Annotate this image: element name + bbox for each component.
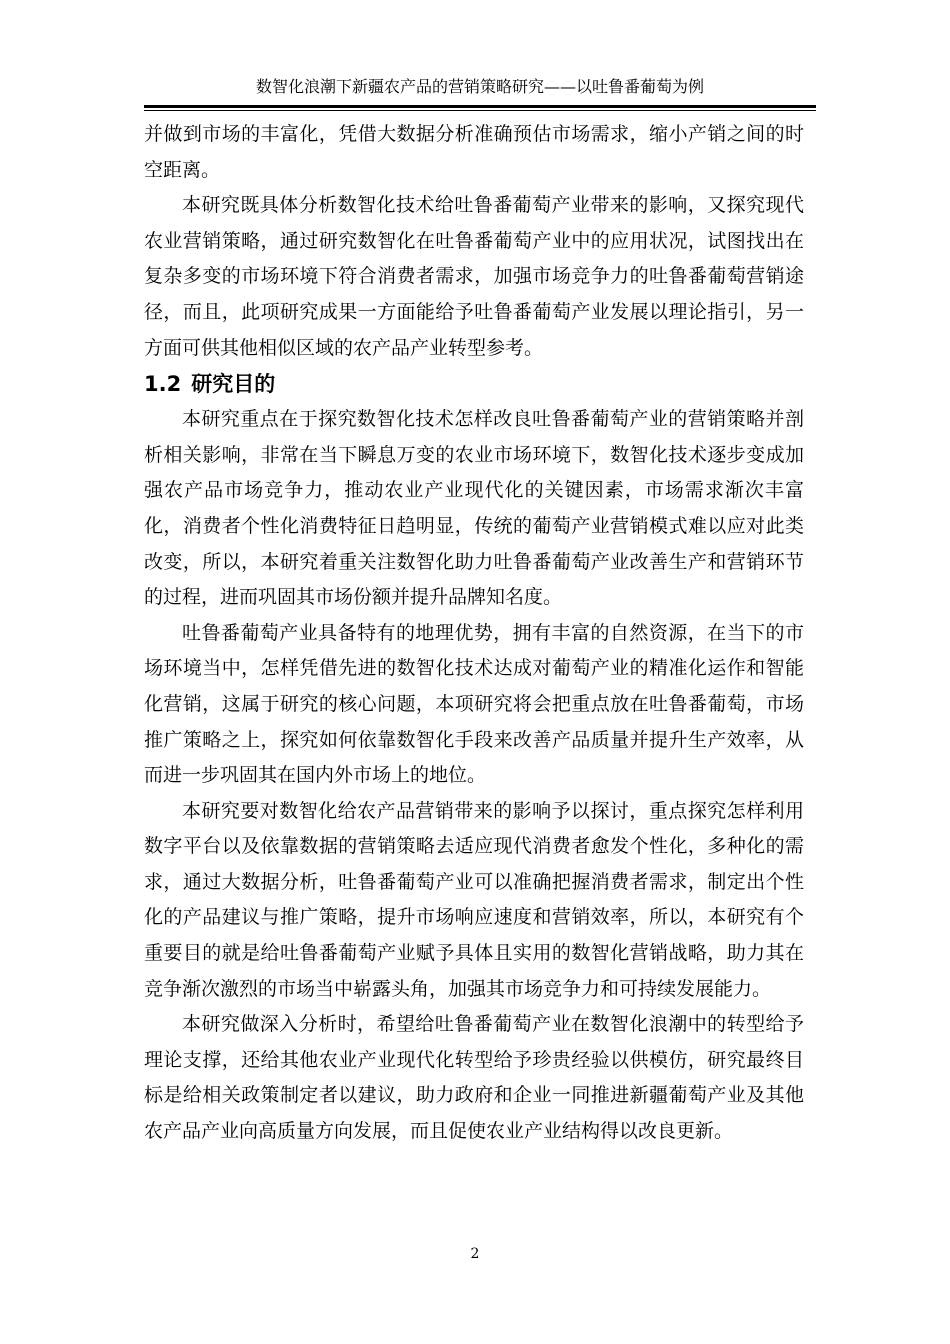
paragraph-intro: 本研究既具体分析数智化技术给吐鲁番葡萄产业带来的影响，又探究现代农业营销策略，通过研究数智化在吐鲁番葡萄产业中的应用状况，试图找出在复杂多变的市场环境下符合消费者需求，加强市场竞争力的吐鲁番葡萄营销途径，而且，此项研究成果一方面能给予吐鲁番葡萄产业发展以理论指引，另一方面可供其他相似区域的农产品产业转型参考。 (144, 194, 804, 359)
page-number: 2 (470, 1246, 480, 1262)
section-title: 研究目的 (191, 372, 276, 397)
paragraph: 本研究做深入分析时，希望给吐鲁番葡萄产业在数智化浪潮中的转型给予理论支撑，还给其他农业产业现代化转型给予珍贵经验以供模仿，研究最终目标是给相关政策制定者以建议，助力政府和企业一同推进新疆葡萄产业及其他农产品产业向高质量方向发展，而且促使农业产业结构得以改良更新。 (144, 1013, 804, 1143)
body-text (144, 117, 804, 1150)
paragraph: 本研究要对数智化给农产品营销带来的影响予以探讨，重点探究怎样利用数字平台以及依靠数据的营销策略去适应现代消费者愈发个性化，多种化的需求，通过大数据分析，吐鲁番葡萄产业可以准确把握消费者需求，制定出个性化的产品建议与推广策略，提升市场响应速度和营销效率，所以，本研究有个重要目的就是给吐鲁番葡萄产业赋予具体且实用的数智化营销战略，助力其在竞争渐次激烈的市场当中崭露头角，加强其市场竞争力和可持续发展能力。 (144, 799, 804, 1000)
header-rule-thick (144, 105, 816, 108)
paragraph: 吐鲁番葡萄产业具备特有的地理优势，拥有丰富的自然资源，在当下的市场环境当中，怎样凭借先进的数智化技术达成对葡萄产业的精准化运作和智能化营销，这属于研究的核心问题，本项研究将会把重点放在吐鲁番葡萄，市场推广策略之上，探究如何依靠数智化手段来改善产品质量并提升生产效率，从而进一步巩固其在国内外市场上的地位。 (144, 621, 804, 787)
header-rule-thin (144, 110, 816, 111)
running-header: 数智化浪潮下新疆农产品的营销策略研究——以吐鲁番葡萄为例 (255, 77, 704, 96)
paragraph-continued: 并做到市场的丰富化，凭借大数据分析准确预估市场需求，缩小产销之间的时空距离。 (144, 123, 804, 181)
section-heading (144, 366, 804, 402)
section-number: 1.2 (144, 372, 182, 397)
paragraph: 本研究重点在于探究数智化技术怎样改良吐鲁番葡萄产业的营销策略并剖析相关影响，非常在当下瞬息万变的农业市场环境下，数智化技术逐步变成加强农产品市场竞争力，推动农业产业现代化的关键因素，市场需求渐次丰富化，消费者个性化消费特征日趋明显，传统的葡萄产业营销模式难以应对此类改变，所以，本研究着重关注数智化助力吐鲁番葡萄产业改善生产和营销环节的过程，进而巩固其市场份额并提升品牌知名度。 (144, 408, 804, 609)
